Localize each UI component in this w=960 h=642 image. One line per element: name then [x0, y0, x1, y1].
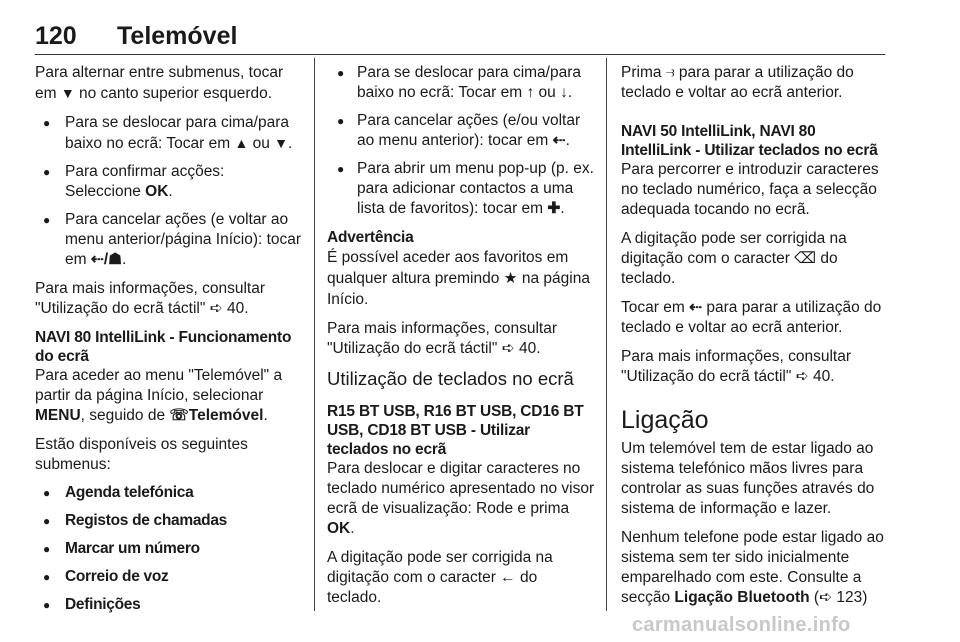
subsection-heading: R15 BT USB, R16 BT USB, CD16 BT USB, CD18 BT USB - Utilizar teclados no ecrã	[327, 403, 584, 458]
back-home-icon: ⇠/☗	[90, 251, 123, 268]
paragraph-ligacao-2: Nenhum telefone pode estar ligado ao sistema sem ter sido inicialmente emparelhado com este. Consulte a secção Ligação Bluetooth (➪ 123)	[621, 529, 884, 606]
paragraph-tocar: Tocar em ⇠ para parar a utilização do teclado e voltar ao ecrã anterior.	[621, 299, 882, 336]
page-number: 120	[35, 22, 77, 50]
triangle-up-icon: ▲	[234, 135, 249, 151]
arrow-down-icon: ↓	[560, 84, 568, 101]
list-item: ● Agenda telefónica	[35, 483, 303, 503]
column-divider-2	[606, 58, 607, 611]
triangle-down-icon: ▼	[60, 85, 75, 101]
warning-heading: Advertência	[327, 229, 414, 246]
return-icon: ⥽	[665, 64, 675, 81]
column-2	[327, 63, 595, 617]
paragraph-more-info: Para mais informações, consultar "Utilização do ecrã táctil" ➪ 40.	[327, 320, 558, 357]
paragraph-ligacao-1: Um telemóvel tem de estar ligado ao sistema telefónico mãos livres para controlar as suas funções através do sistema de informação e lazer.	[621, 440, 875, 517]
paragraph-submenus-intro: Estão disponíveis os seguintes submenus:	[35, 436, 248, 473]
watermark: carmanualsonline.info	[632, 614, 851, 636]
paragraph-more-info: Para mais informações, consultar "Utilização do ecrã táctil" ➪ 40.	[621, 348, 852, 385]
phone-icon: ☏Telemóvel	[169, 407, 264, 424]
paragraph-correction: A digitação pode ser corrigida na digitação com o caracter ← do teclado.	[327, 549, 553, 606]
list-item: ● Definições	[35, 595, 303, 615]
subsection-heading: NAVI 50 IntelliLink, NAVI 80 IntelliLink - Utilizar teclados no ecrã	[621, 123, 878, 159]
plus-icon: ✚	[547, 200, 561, 217]
column-3	[621, 63, 889, 617]
paragraph-correction: A digitação pode ser corrigida na digitação com o caracter ⌫ do teclado.	[621, 230, 847, 287]
paragraph-r15: Para deslocar e digitar caracteres no teclado numérico apresentado no visor ecrã de visualização: Rode e prima OK.	[327, 460, 595, 537]
section-heading-ligacao: Ligação	[621, 406, 709, 434]
page-title: Telemóvel	[117, 22, 238, 50]
paragraph-warning: É possível aceder aos favoritos em qualquer altura premindo ★ na página Início.	[327, 249, 590, 308]
list-item: ● Para abrir um menu pop-up (p. ex. para adicionar contactos a uma lista de favoritos): tocar em ✚.	[327, 159, 595, 219]
reference-arrow-icon: ➪	[209, 300, 223, 317]
list-item: ● Para se deslocar para cima/para baixo no ecrã: Tocar em ▲ ou ▼.	[35, 113, 303, 154]
paragraph-navi80: Para aceder ao menu "Telemóvel" a partir da página Início, selecionar MENU, seguido de ☏Telemóvel.	[35, 367, 283, 424]
list-item: ● Marcar um número	[35, 539, 303, 559]
star-icon: ★	[503, 270, 518, 287]
reference-arrow-icon: ➪	[795, 368, 809, 385]
submenu-list	[35, 483, 303, 615]
arrow-up-icon: ↑	[526, 84, 535, 101]
paragraph-more-info: Para mais informações, consultar "Utilização do ecrã táctil" ➪ 40.	[35, 280, 266, 317]
list-item: ● Registos de chamadas	[35, 511, 303, 531]
page-header	[35, 22, 885, 52]
instruction-list	[327, 63, 595, 219]
triangle-down-icon: ▼	[274, 135, 289, 151]
reference-arrow-icon: ➪	[819, 589, 833, 606]
list-item: ● Para confirmar acções: Seleccione OK.	[35, 162, 303, 202]
back-arrow-icon: ⇠	[552, 132, 566, 149]
paragraph-press: Prima ⥽ para parar a utilização do teclado e voltar ao ecrã anterior.	[621, 64, 854, 101]
list-item: ● Para cancelar ações (e voltar ao menu anterior/página Início): tocar em ⇠/☗.	[35, 210, 303, 270]
column-divider-1	[314, 58, 315, 611]
reference-arrow-icon: ➪	[501, 340, 515, 357]
section-heading: NAVI 80 IntelliLink - Funcionamento do ecrã	[35, 329, 292, 365]
header-divider	[35, 54, 885, 55]
list-item: ● Para cancelar ações (e/ou voltar ao menu anterior): tocar em ⇠.	[327, 111, 595, 151]
back-arrow-icon: ⇠	[689, 299, 703, 316]
list-item: ● Correio de voz	[35, 567, 303, 587]
column-1	[35, 63, 303, 624]
paragraph-navi: Para percorrer e introduzir caracteres no teclado numérico, faça a selecção adequada tocando no ecrã.	[621, 161, 879, 218]
section-heading-keyboards: Utilização de teclados no ecrã	[327, 368, 574, 389]
backspace-icon: ⌫	[794, 250, 817, 267]
paragraph-submenu-switch: Para alternar entre submenus, tocar em ▼ no canto superior esquerdo.	[35, 64, 284, 102]
instruction-list	[35, 113, 303, 270]
list-item: ● Para se deslocar para cima/para baixo no ecrã: Tocar em ↑ ou ↓.	[327, 63, 595, 103]
